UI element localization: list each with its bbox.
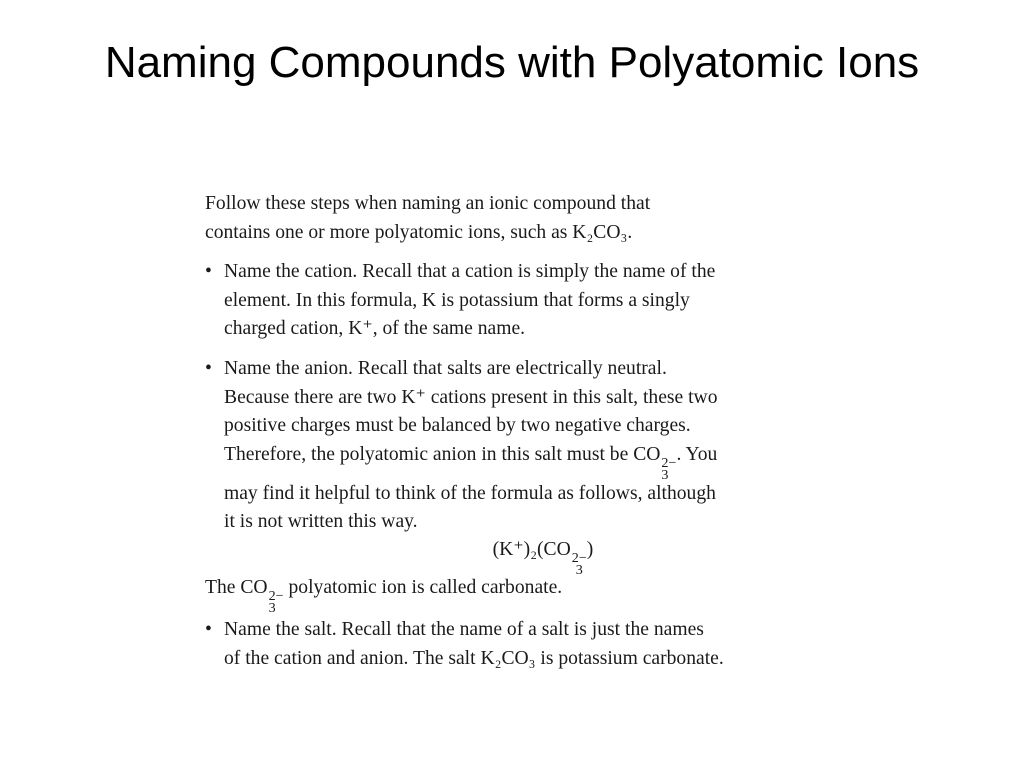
bullet-line: positive charges must be balanced by two negative charges. (224, 415, 691, 436)
bullet-line: may find it helpful to think of the formula as follows, although (224, 482, 716, 504)
formula-text: ) (586, 539, 594, 560)
bullet-name-cation (205, 258, 715, 344)
bullet-line (224, 441, 718, 483)
bullet-text: Therefore, the polyatomic anion in this salt must be CO (224, 443, 661, 465)
bullet-text: . You (676, 443, 718, 465)
bullet-line: of the cation and anion. The salt K₂CO₃ is potassium carbonate. (224, 647, 724, 669)
bullet-name-anion (205, 355, 718, 537)
ion-superscript: 2− (661, 454, 677, 471)
bullet-line: Name the salt. Recall that the name of a salt is just the names (224, 619, 704, 640)
intro-paragraph (205, 190, 650, 247)
ion-subscript: 3 (661, 466, 669, 483)
carbonate-ion-charge (661, 454, 677, 483)
bullet-mark: • (205, 261, 212, 282)
bullet-line: Name the anion. Recall that salts are electrically neutral. (224, 358, 667, 379)
carbonate-ion-charge (571, 550, 587, 578)
paragraph-text: polyatomic ion is called carbonate. (283, 577, 563, 598)
intro-line: Follow these steps when naming an ionic compound that (205, 193, 651, 214)
carbonate-ion-charge (268, 588, 284, 616)
bullet-line: element. In this formula, K is potassium that forms a singly (224, 289, 690, 311)
bullet-line: Name the cation. Recall that a cation is simply the name of the (224, 261, 716, 282)
ion-subscript: 3 (575, 562, 583, 578)
formula-display (205, 536, 865, 578)
formula-text: (K⁺)₂(CO (492, 539, 571, 560)
ion-superscript: 2− (268, 588, 284, 604)
bullet-line: charged cation, K⁺, of the same name. (224, 318, 526, 339)
paragraph-text: The CO (205, 577, 268, 598)
intro-line: contains one or more polyatomic ions, such as K₂CO₃. (205, 221, 633, 243)
ion-subscript: 3 (268, 600, 276, 616)
bullet-mark: • (205, 358, 212, 379)
ion-superscript: 2− (571, 550, 587, 566)
slide-title: Naming Compounds with Polyatomic Ions (104, 38, 920, 87)
bullet-line: Because there are two K⁺ cations present in this salt, these two (224, 386, 718, 408)
bullet-line: it is not written this way. (224, 511, 418, 532)
carbonate-paragraph (205, 574, 563, 616)
bullet-mark: • (205, 619, 212, 640)
bullet-name-salt (205, 616, 724, 673)
formula-line (205, 536, 865, 578)
